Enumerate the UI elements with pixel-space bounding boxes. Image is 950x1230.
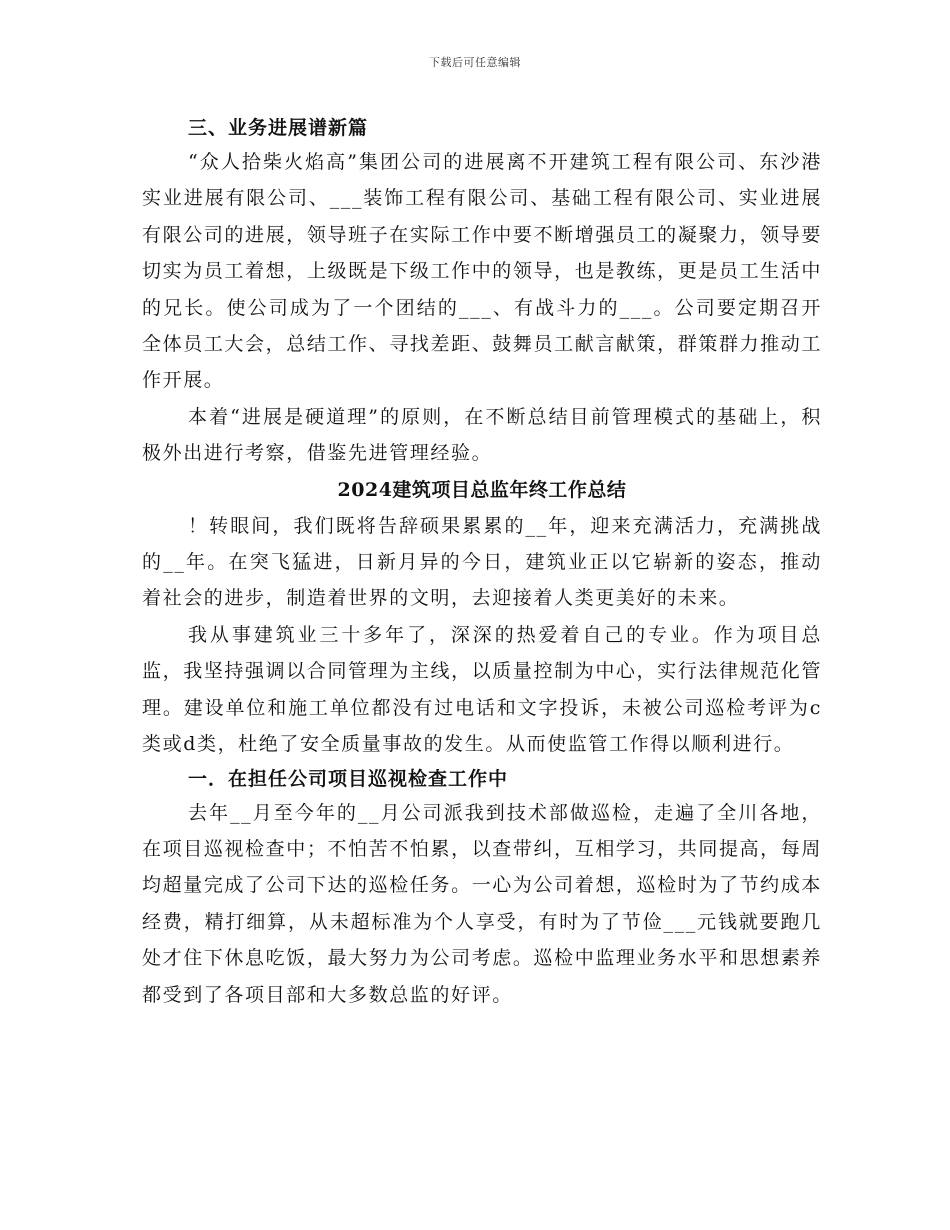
paragraph: 本着“进展是硬道理”的原则，在不断总结目前管理模式的基础上，积极外出进行考察，借鉴先进管理经验。 — [142, 405, 822, 465]
paragraph: “众人拾柴火焰高”集团公司的进展离不开建筑工程有限公司、东沙港实业进展有限公司、___装饰工程有限公司、基础工程有限公司、实业进展有限公司的进展，领导班子在实际工作中要不断增强员工的凝聚力，领导要切实为员工着想，上级既是下级工作中的领导，也是教练，更是员工生活中的兄长。使公司成为了一个团结的___、有战斗力的___。公司要定期召开全体员工大会，总结工作、寻找差距、鼓舞员工献言献策，群策群力推动工作开展。 — [142, 151, 822, 392]
header-note: 下载后可任意编辑 — [429, 56, 521, 69]
paragraph: ！转眼间，我们既将告辞硕果累累的__年，迎来充满活力，充满挑战的__年。在突飞猛进，日新月异的今日，建筑业正以它崭新的姿态，推动着社会的进步，制造着世界的文明，去迎接着人类更美好的未来。 — [142, 514, 822, 610]
paragraph: 我从事建筑业三十多年了，深深的热爱着自己的专业。作为项目总监，我坚持强调以合同管理为主线，以质量控制为中心，实行法律规范化管理。建设单位和施工单位都没有过电话和文字投诉，未被公司巡检考评为c类或d类，杜绝了安全质量事故的发生。从而使监管工作得以顺利进行。 — [142, 623, 822, 756]
paragraph: 去年__月至今年的__月公司派我到技术部做巡检，走遍了全川各地，在项目巡视检查中；不怕苦不怕累，以查带纠，互相学习，共同提高，每周均超量完成了公司下达的巡检任务。一心为公司着想，巡检时为了节约成本经费，精打细算，从未超标准为个人享受，有时为了节俭___元钱就要跑几处才住下休息吃饭，最大努力为公司考虑。巡检中监理业务水平和思想素养都受到了各项目部和大多数总监的好评。 — [142, 801, 822, 1006]
section-heading: 三、业务进展谱新篇 — [188, 117, 369, 139]
document-body — [142, 112, 822, 1013]
subsection-heading: 一．在担任公司项目巡视检查工作中 — [188, 767, 509, 790]
document-title: 2024建筑项目总监年终工作总结 — [337, 478, 627, 501]
